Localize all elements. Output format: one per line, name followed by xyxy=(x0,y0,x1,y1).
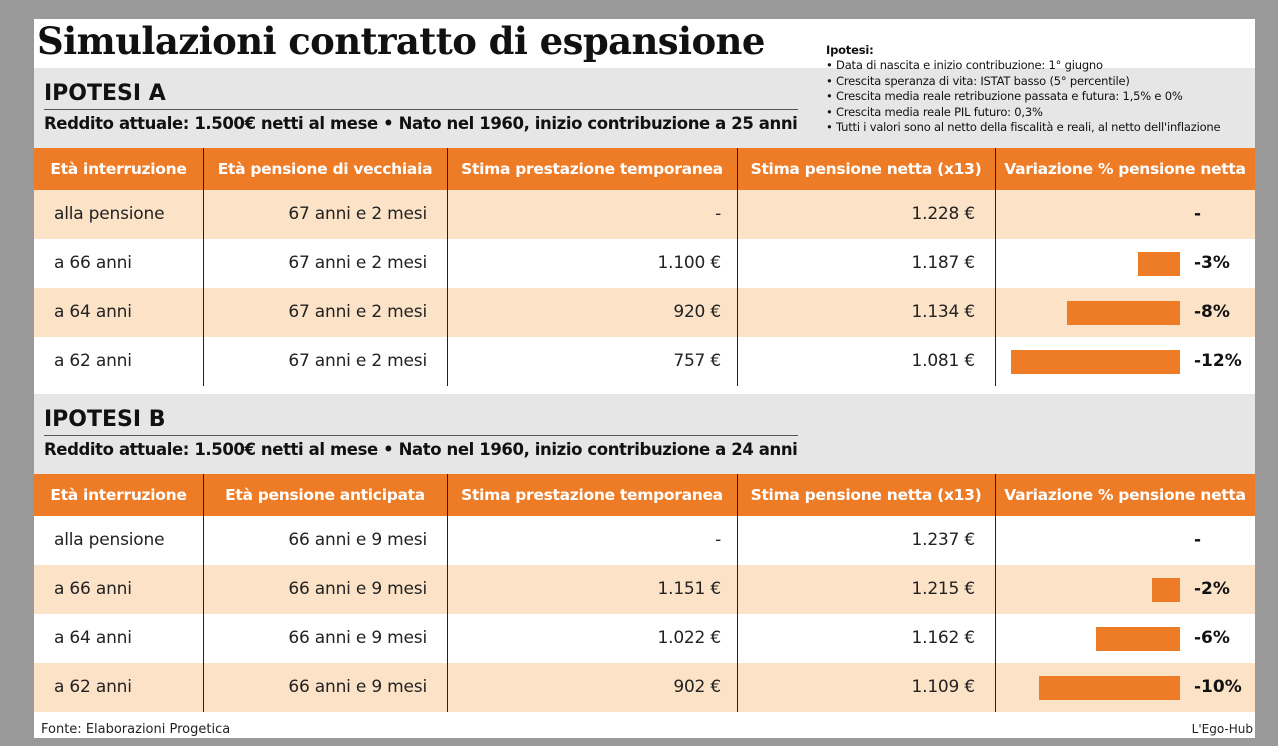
variation-bar xyxy=(1011,350,1180,374)
credit-note: L'Ego-Hub xyxy=(1191,722,1253,736)
column-divider xyxy=(995,148,996,386)
section-b-background xyxy=(34,394,1255,474)
table-hypothesis-a xyxy=(34,148,1255,388)
cell-netta: 1.187 € xyxy=(911,253,975,273)
hypothesis-b-divider xyxy=(44,435,798,436)
table-row xyxy=(34,663,1255,712)
assumptions-title: Ipotesi: xyxy=(826,43,874,57)
variation-bar xyxy=(1096,627,1181,651)
variation-bar xyxy=(1039,676,1180,700)
variation-label: - xyxy=(1194,530,1202,550)
hypothesis-a-subtitle: Reddito attuale: 1.500€ netti al mese • Nato nel 1960, inizio contribuzione a 25 anni xyxy=(44,114,798,133)
hypothesis-a-title: IPOTESI A xyxy=(44,81,166,106)
table-row xyxy=(34,516,1255,565)
cell-pensione: 67 anni e 2 mesi xyxy=(288,302,427,322)
assumption-item: • Tutti i valori sono al netto della fiscalità e reali, al netto dell'inflazione xyxy=(826,120,1221,135)
variation-label: -8% xyxy=(1194,302,1230,322)
column-header: Stima pensione netta (x13) xyxy=(750,486,982,504)
variation-label: -12% xyxy=(1194,351,1242,371)
column-divider xyxy=(995,474,996,712)
cell-eta: a 64 anni xyxy=(54,628,132,648)
cell-netta: 1.162 € xyxy=(911,628,975,648)
cell-netta: 1.109 € xyxy=(911,677,975,697)
cell-pensione: 66 anni e 9 mesi xyxy=(288,677,427,697)
table-row xyxy=(34,565,1255,614)
column-header: Stima pensione netta (x13) xyxy=(750,160,982,178)
table-header xyxy=(34,474,1255,516)
table-hypothesis-b xyxy=(34,474,1255,714)
variation-bar xyxy=(1138,252,1180,276)
cell-pensione: 67 anni e 2 mesi xyxy=(288,253,427,273)
cell-prestazione: 902 € xyxy=(673,677,721,697)
cell-eta: alla pensione xyxy=(54,530,165,550)
cell-netta: 1.215 € xyxy=(911,579,975,599)
column-divider xyxy=(203,474,204,712)
table-header xyxy=(34,148,1255,190)
column-header: Stima prestazione temporanea xyxy=(461,160,723,178)
assumption-item: • Crescita media reale retribuzione passata e futura: 1,5% e 0% xyxy=(826,89,1183,104)
variation-bar xyxy=(1152,578,1180,602)
table-row xyxy=(34,288,1255,337)
cell-prestazione: - xyxy=(715,530,721,550)
table-row xyxy=(34,614,1255,663)
cell-netta: 1.237 € xyxy=(911,530,975,550)
cell-eta: a 62 anni xyxy=(54,351,132,371)
column-divider xyxy=(203,148,204,386)
column-divider xyxy=(447,148,448,386)
cell-pensione: 66 anni e 9 mesi xyxy=(288,628,427,648)
assumption-item: • Crescita media reale PIL futuro: 0,3% xyxy=(826,104,1043,119)
hypothesis-a-divider xyxy=(44,109,798,110)
source-note: Fonte: Elaborazioni Progetica xyxy=(41,722,231,737)
column-header: Età interruzione xyxy=(50,160,187,178)
variation-bar xyxy=(1067,301,1180,325)
column-header: Età pensione anticipata xyxy=(225,486,425,504)
assumption-item: • Data di nascita e inizio contribuzione: 1° giugno xyxy=(826,58,1103,73)
assumption-item: • Crescita speranza di vita: ISTAT basso (5° percentile) xyxy=(826,73,1130,88)
variation-label: -6% xyxy=(1194,628,1230,648)
cell-pensione: 67 anni e 2 mesi xyxy=(288,204,427,224)
hypothesis-b-subtitle: Reddito attuale: 1.500€ netti al mese • Nato nel 1960, inizio contribuzione a 24 anni xyxy=(44,440,798,459)
cell-prestazione: 1.100 € xyxy=(657,253,721,273)
cell-pensione: 66 anni e 9 mesi xyxy=(288,530,427,550)
cell-eta: a 66 anni xyxy=(54,253,132,273)
cell-prestazione: 920 € xyxy=(673,302,721,322)
variation-label: - xyxy=(1194,204,1202,224)
table-row xyxy=(34,190,1255,239)
column-divider xyxy=(737,148,738,386)
cell-prestazione: 1.022 € xyxy=(657,628,721,648)
variation-label: -2% xyxy=(1194,579,1230,599)
table-row xyxy=(34,337,1255,386)
variation-label: -10% xyxy=(1194,677,1242,697)
column-header: Stima prestazione temporanea xyxy=(461,486,723,504)
cell-prestazione: 757 € xyxy=(673,351,721,371)
cell-netta: 1.228 € xyxy=(911,204,975,224)
column-divider xyxy=(447,474,448,712)
cell-netta: 1.081 € xyxy=(911,351,975,371)
column-header: Età interruzione xyxy=(50,486,187,504)
column-header: Età pensione di vecchiaia xyxy=(217,160,433,178)
assumptions-note xyxy=(826,43,1251,135)
cell-netta: 1.134 € xyxy=(911,302,975,322)
cell-pensione: 67 anni e 2 mesi xyxy=(288,351,427,371)
cell-eta: a 62 anni xyxy=(54,677,132,697)
cell-eta: a 66 anni xyxy=(54,579,132,599)
cell-eta: alla pensione xyxy=(54,204,165,224)
cell-prestazione: 1.151 € xyxy=(657,579,721,599)
page-title: Simulazioni contratto di espansione xyxy=(37,19,765,63)
cell-prestazione: - xyxy=(715,204,721,224)
table-row xyxy=(34,239,1255,288)
infographic-card xyxy=(34,19,1255,738)
column-divider xyxy=(737,474,738,712)
cell-eta: a 64 anni xyxy=(54,302,132,322)
cell-pensione: 66 anni e 9 mesi xyxy=(288,579,427,599)
hypothesis-b-title: IPOTESI B xyxy=(44,407,166,432)
column-header: Variazione % pensione netta xyxy=(1004,160,1246,178)
column-header: Variazione % pensione netta xyxy=(1004,486,1246,504)
variation-label: -3% xyxy=(1194,253,1230,273)
